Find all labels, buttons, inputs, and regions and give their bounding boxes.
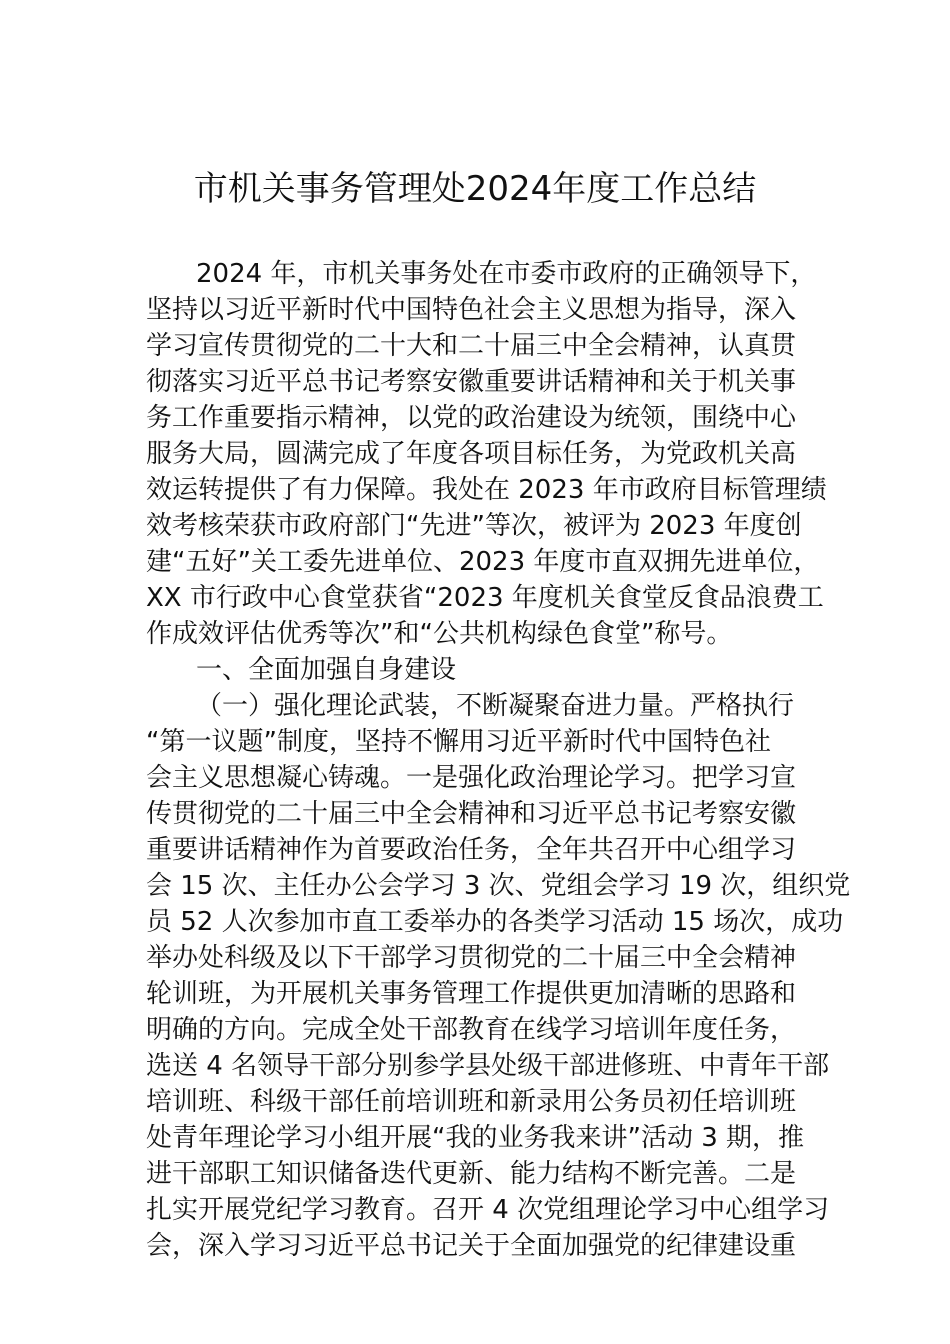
paragraph-line: 会，深入学习习近平总书记关于全面加强党的纪律建设重 (146, 1231, 797, 1261)
paragraph-line: 员 52 人次参加市直工委举办的各类学习活动 15 场次，成功 (146, 907, 844, 937)
paragraph-line: 明确的方向。完成全处干部教育在线学习培训年度任务， (146, 1015, 797, 1045)
paragraph-line: 效运转提供了有力保障。我处在 2023 年市政府目标管理绩 (146, 475, 827, 505)
paragraph-line: 处青年理论学习小组开展“我的业务我来讲”活动 3 期，推 (146, 1123, 805, 1153)
paragraph-line: 重要讲话精神作为首要政治任务，全年共召开中心组学习 (146, 835, 797, 865)
paragraph-line: 坚持以习近平新时代中国特色社会主义思想为指导，深入 (146, 295, 797, 325)
paragraph-line: 彻落实习近平总书记考察安徽重要讲话精神和关于机关事 (146, 367, 797, 397)
paragraph-line: 建“五好”关工委先进单位、2023 年度市直双拥先进单位， (146, 547, 820, 577)
paragraph-line: 服务大局，圆满完成了年度各项目标任务，为党政机关高 (146, 439, 797, 469)
paragraph-line: 选送 4 名领导干部分别参学县处级干部进修班、中青年干部 (146, 1051, 830, 1081)
paragraph-line: 传贯彻党的二十届三中全会精神和习近平总书记考察安徽 (146, 799, 797, 829)
paragraph-line: 轮训班，为开展机关事务管理工作提供更加清晰的思路和 (146, 979, 797, 1009)
document-title: 市机关事务管理处2024年度工作总结 (193, 169, 757, 209)
paragraph-line: 进干部职工知识储备迭代更新、能力结构不断完善。二是 (146, 1159, 797, 1189)
paragraph-line: 会主义思想凝心铸魂。一是强化政治理论学习。把学习宣 (146, 763, 797, 793)
paragraph-line: 学习宣传贯彻党的二十大和二十届三中全会精神，认真贯 (146, 331, 797, 361)
paragraph-line: “第一议题”制度，坚持不懈用习近平新时代中国特色社 (146, 727, 771, 757)
paragraph-line: 务工作重要指示精神，以党的政治建设为统领，围绕中心 (146, 403, 797, 433)
paragraph-line: 效考核荣获市政府部门“先进”等次，被评为 2023 年度创 (146, 511, 802, 541)
paragraph-line: 举办处科级及以下干部学习贯彻党的二十届三中全会精神 (146, 943, 797, 973)
paragraph-line: 作成效评估优秀等次”和“公共机构绿色食堂”称号。 (146, 619, 733, 649)
paragraph-line: 扎实开展党纪学习教育。召开 4 次党组理论学习中心组学习 (146, 1195, 830, 1225)
paragraph-line: 2024 年，市机关事务处在市委市政府的正确领导下， (196, 259, 817, 289)
paragraph-line: 培训班、科级干部任前培训班和新录用公务员初任培训班 (146, 1087, 797, 1117)
paragraph-line: 会 15 次、主任办公会学习 3 次、党组会学习 19 次，组织党 (146, 871, 851, 901)
paragraph-line: （一）强化理论武装，不断凝聚奋进力量。严格执行 (196, 691, 795, 721)
section-heading: 一、全面加强自身建设 (196, 655, 457, 685)
paragraph-line: XX 市行政中心食堂获省“2023 年度机关食堂反食品浪费工 (146, 583, 824, 613)
